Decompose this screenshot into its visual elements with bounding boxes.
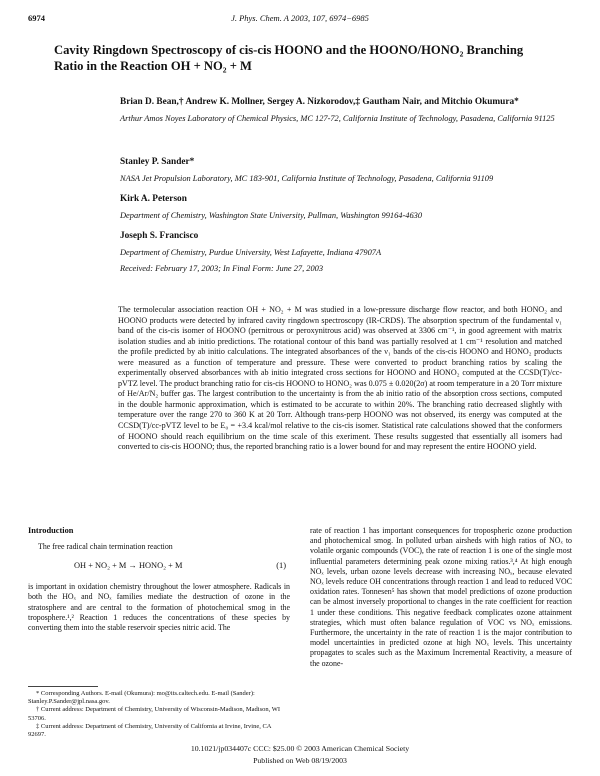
page-number: 6974: [28, 13, 45, 23]
abstract: The termolecular association reaction OH + NO₂ + M was studied in a low-pressure discharge flow reactor, and both HONO₂ and HOONO products were detected by infrared cavity ringdown spectroscopy (IR-CRDS). The absorption spectrum of the fundamental ν₁ band of the cis-cis isomer of HOONO (pernitrous or peroxynitrous acid) was observed at 3306 cm⁻¹, in good agreement with matrix isolation studies and ab initio predictions. The rotational contour of this band was partially resolved at 1 cm⁻¹ resolution and matched the profile predicted by ab initio calculations. The integrated absorbances of the ν₁ bands of the cis-cis HOONO and HONO₂ products were measured as a function of temperature and pressure. These were converted to product branching ratios by scaling the experimentally observed absorbances with ab initio integrated cross sections for HOONO and HONO₂ computed at the CCSD(T)/cc-pVTZ level. The product branching ratio for cis-cis HOONO to HONO₂ was 0.075 ± 0.020(2σ) at room temperature in a 20 Torr mixture of He/Ar/N₂ buffer gas. The largest contribution to the uncertainty is from the ab initio ratio of the absorption cross sections, computed in the double harmonic approximation, which is estimated to be accurate to within 20%. The branching ratio decreased slightly with temperature over the range 270 to 360 K at 20 Torr. Although trans-perp HOONO was not observed, its energy was computed at the CCSD(T)/cc-pVTZ level to be E₀ = +3.4 kcal/mol relative to the cis-cis isomer. Statistical rate calculations showed that the conformers of HOONO should reach equilibrium on the time scale of this exeriment. These results suggested that essentially all isomers had converted to cis-cis HOONO; thus, the reported branching ratio is a lower bound for and may represent the entire HOONO yield.: [118, 305, 562, 452]
author-group-4: [120, 230, 560, 258]
received-dates: Received: February 17, 2003; In Final Form: June 27, 2003: [120, 264, 324, 273]
footnote-rule: [28, 686, 98, 687]
author-group-1: [120, 96, 560, 124]
footnote: * Corresponding Authors. E-mail (Okumura): mo@its.caltech.edu. E-mail (Sander): Stanley.P.Sander@jpl.nasa.gov.: [28, 690, 255, 706]
doi-line: 10.1021/jp034407c CCC: $25.00 © 2003 American Chemical Society: [190, 744, 410, 753]
affiliation: NASA Jet Propulsion Laboratory, MC 183-901, California Institute of Technology, Pasadena, California 91109: [120, 174, 494, 183]
paper-title: Cavity Ringdown Spectroscopy of cis-cis HOONO and the HOONO/HONO₂ Branching Ratio in the Reaction OH + NO₂ + M: [54, 43, 524, 73]
affiliation: Department of Chemistry, Washington State University, Pullman, Washington 99164-4630: [120, 211, 423, 220]
author-names: Stanley P. Sander*: [120, 157, 195, 167]
footnotes: [28, 690, 290, 739]
section-heading: Introduction: [28, 526, 74, 535]
journal-citation: J. Phys. Chem. A 2003, 107, 6974−6985: [231, 13, 369, 23]
intro-column-left: [28, 526, 290, 633]
equation-text: OH + NO₂ + M → HONO₂ + M: [74, 561, 183, 571]
author-names: Joseph S. Francisco: [120, 231, 199, 241]
author-names: Brian D. Bean,† Andrew K. Mollner, Sergey A. Nizkorodov,‡ Gautham Nair, and Mitchio Okumura*: [120, 97, 519, 107]
author-group-3: [120, 193, 560, 221]
intro-column-right: [310, 526, 572, 669]
author-group-2: [120, 156, 560, 184]
published-date: Published on Web 08/19/2003: [253, 756, 347, 765]
intro-paragraph: The free radical chain termination reaction: [38, 542, 173, 551]
author-names: Kirk A. Peterson: [120, 194, 187, 204]
footnote: ‡ Current address: Department of Chemistry, University of California at Irvine, Irvine, CA 92697.: [28, 722, 272, 739]
equation-1: [28, 561, 290, 575]
affiliation: Arthur Amos Noyes Laboratory of Chemical Physics, MC 127-72, California Institute of Technology, Pasadena, California 91125: [120, 114, 555, 123]
affiliation: Department of Chemistry, Purdue University, West Lafayette, Indiana 47907A: [120, 248, 382, 257]
equation-number: (1): [276, 561, 286, 571]
intro-paragraph: rate of reaction 1 has important consequences for tropospheric ozone production and photochemical smog. In polluted urban airsheds with high ratios of NOₓ to volatile organic compounds (VOC), the rate of reaction 1 is one of the single most influential parameters determining peak ozone mixing ratios.³,⁴ At high enough NOₓ levels, urban ozone levels decrease with increasing NOₓ, because elevated NOₓ levels reduce OH concentrations through reaction 1 and lead to reduced VOC oxidation rates. Tonnesen⁵ has shown that model predictions of ozone production can be almost inversely proportional to changes in the rate coefficient for reaction 1 under these conditions. This negative feedback complicates ozone attainment strategies, which must often balance regulation of VOC vs NOₓ emissions. Furthermore, the uncertainty in the rate of reaction 1 is the major contribution to model uncertainties in predicted ozone at high NOₓ levels. This uncertainty propagates to scales such as the Maximum Incremental Reactivity, a measure of the ozone-: [310, 526, 572, 668]
intro-paragraph: is important in oxidation chemistry throughout the lower atmosphere. Radicals in both the HOₓ and NOₓ families mediate the destruction of ozone in the stratosphere and are central to the formation of photochemical smog in the troposphere.¹,² Reaction 1 reduces the concentrations of these species by converting them into the stable reservoir species nitric acid. The: [28, 582, 290, 633]
footnote: † Current address: Department of Chemistry, University of Wisconsin-Madison, Madison, WI 53706.: [28, 706, 281, 722]
